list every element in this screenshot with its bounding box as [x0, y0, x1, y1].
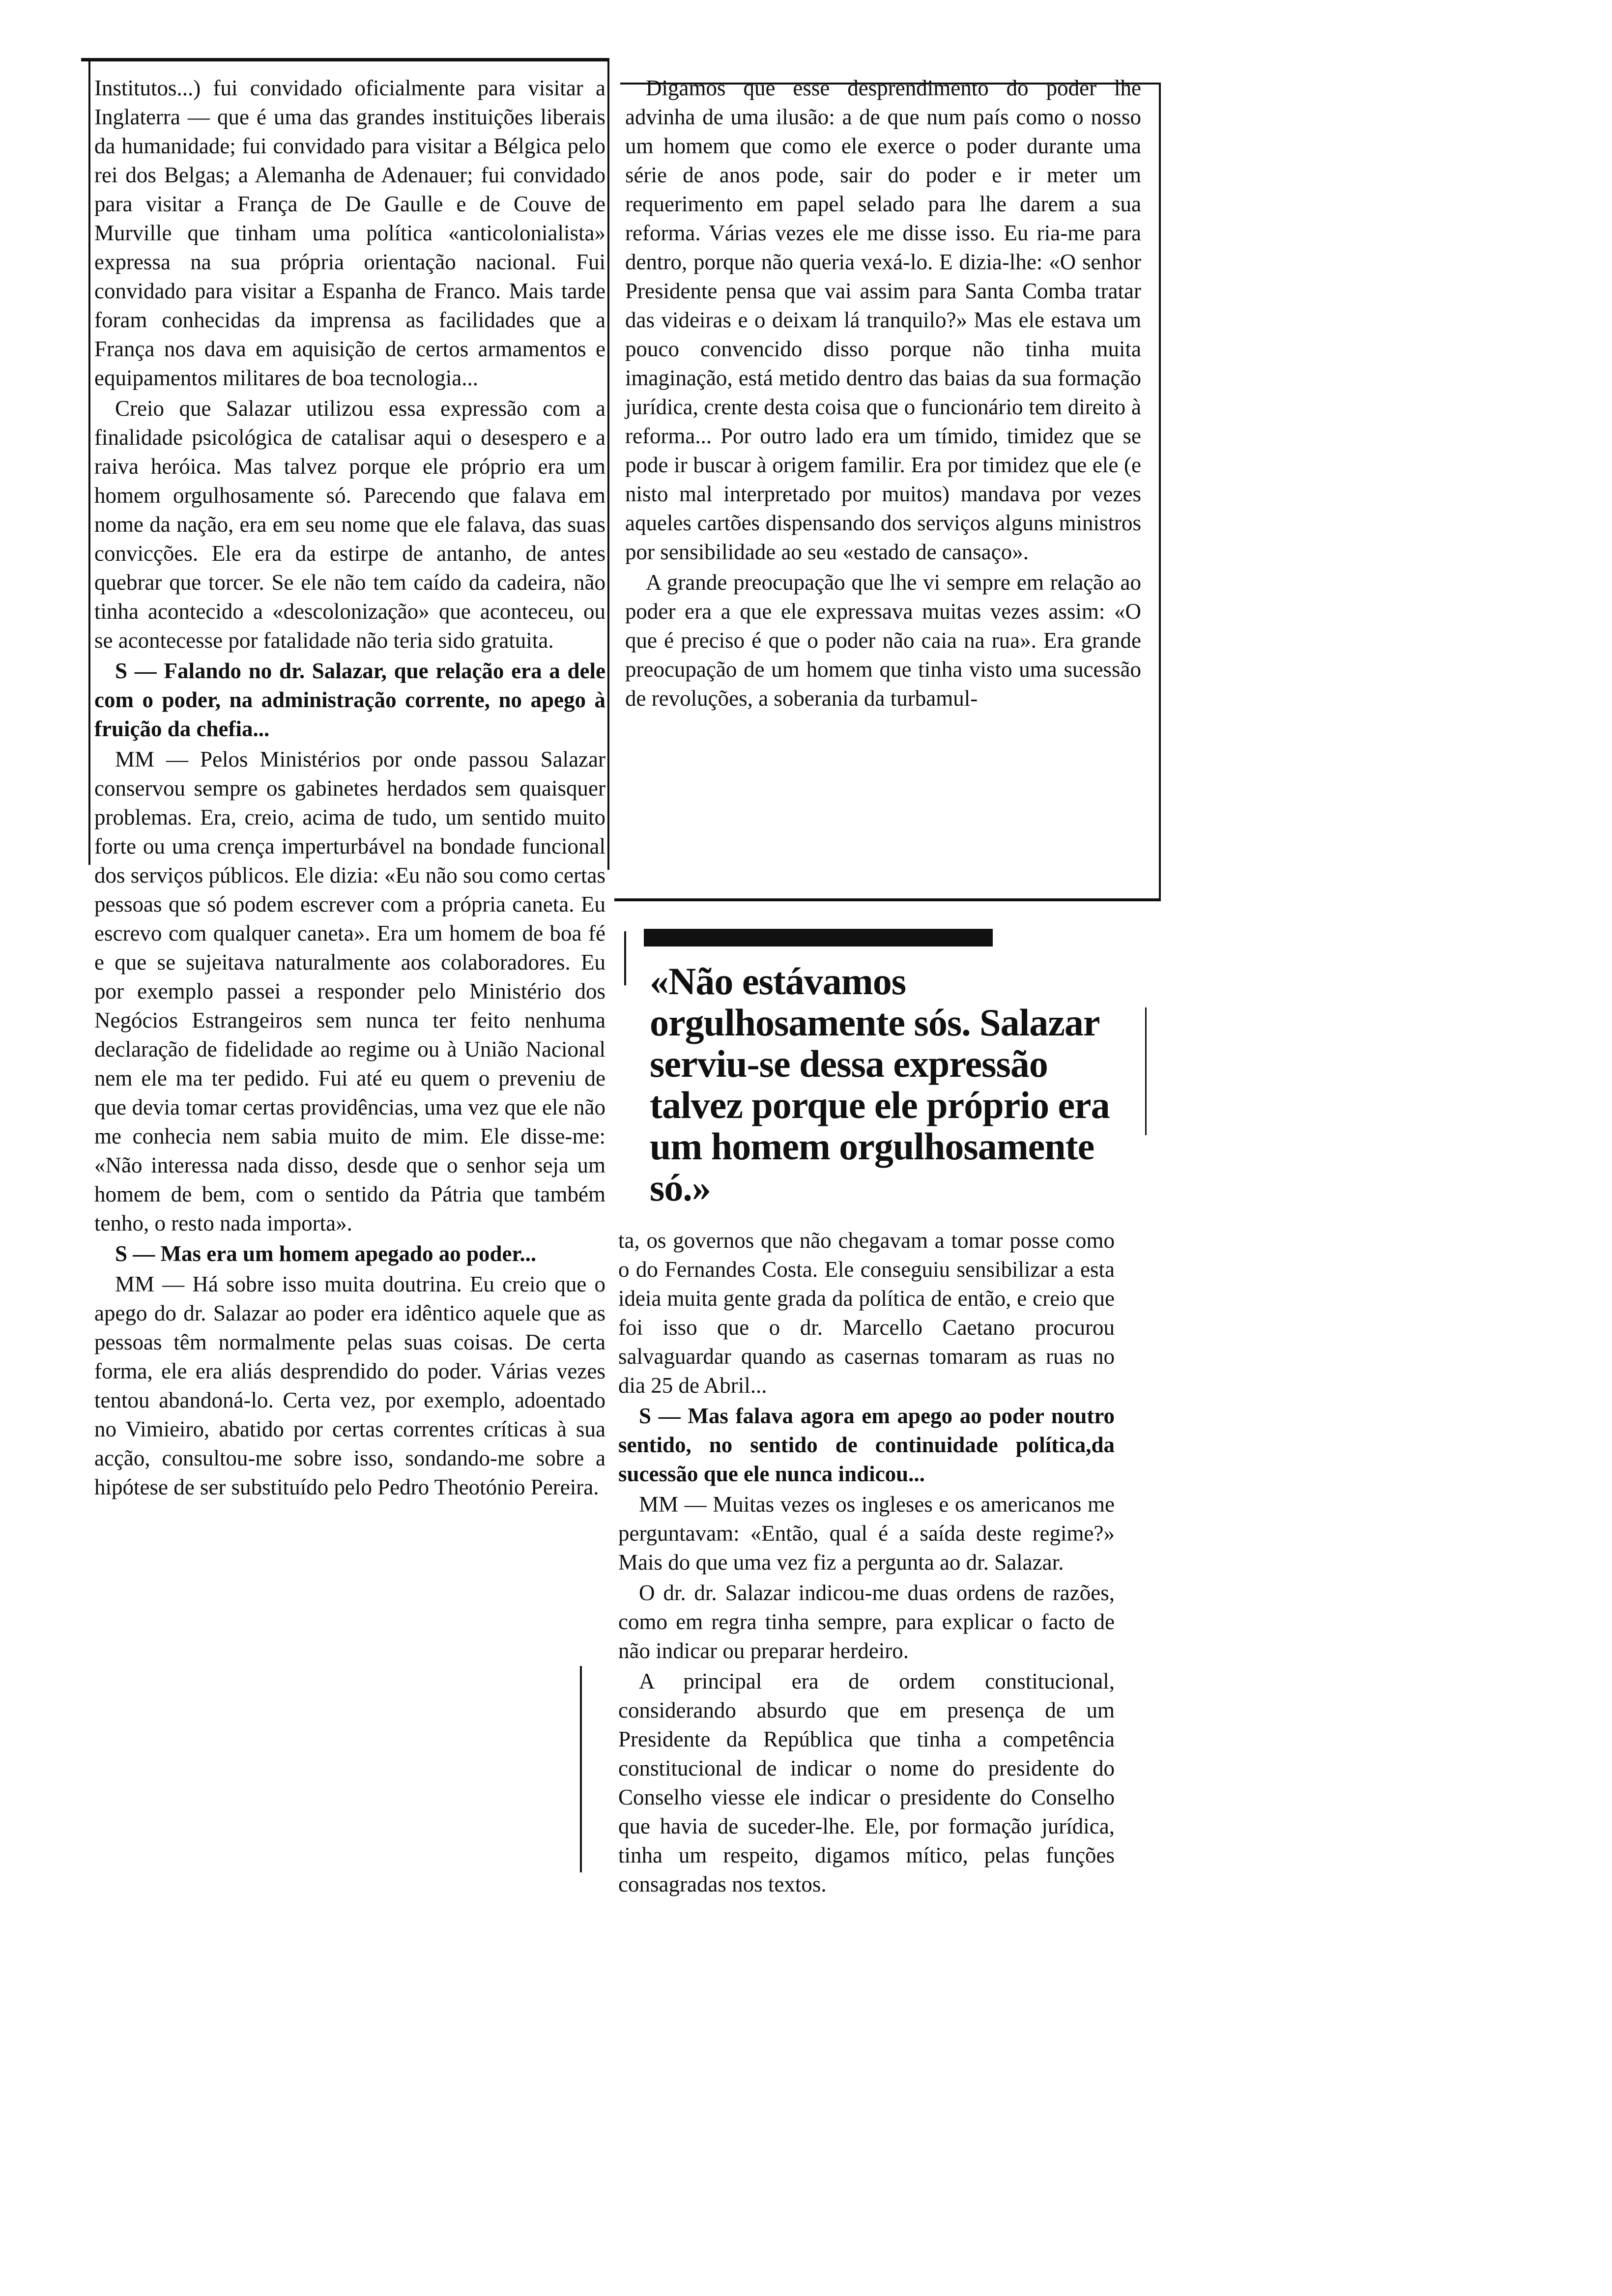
paragraph: Digamos que esse desprendimento do poder lhe advinha de uma ilusão: a de que num país como o nosso um homem que como ele exerce o poder durante uma série de anos pode, sair do poder e ir meter um requerimento em papel selado para lhe darem a sua reforma. Várias vezes ele me disse isso. Eu ria-me para dentro, porque não queria vexá-lo. E dizia-lhe: «O senhor Presidente pensa que vai assim para Santa Comba tratar das videiras e o deixam lá tranquilo?» Mas ele estava um pouco convencido disso porque não tinha muita imaginação, está metido dentro das baias da sua formação jurídica, crente desta coisa que o funcionário tem direito à reforma... Por outro lado era um tímido, timidez que se pode ir buscar à origem familir. Era por timidez que ele (e nisto mal interpretado por muitos) mandava por vezes aqueles cartões dispensando dos serviços alguns ministros por sensibilidade ao seu «estado de cansaço». — [625, 76, 1141, 564]
pull-quote-right-rule — [1145, 1007, 1147, 1135]
interviewer-question: S — Mas falava agora em apego ao poder noutro sentido, no sentido de continuidade política,da sucessão que ele nunca indicou... — [618, 1404, 1115, 1486]
pull-quote-left-rule — [624, 931, 626, 985]
paragraph: A principal era de ordem constitucional, considerando absurdo que em presença de um Presidente da República que tinha a competência constitucional de indicar o nome do presidente do Conselho viesse ele indicar o presidente do Conselho que havia de suceder-lhe. Ele, por formação jurídica, tinha um respeito, digamos mítico, pelas funções consagradas nos textos. — [618, 1669, 1115, 1896]
left-column-frame — [88, 59, 90, 865]
left-column-right-frame — [607, 59, 609, 870]
right-bottom-column — [618, 1226, 1115, 1900]
paragraph: MM — Muitas vezes os ingleses e os americanos me perguntavam: «Então, qual é a saída deste regime?» Mais do que uma vez fiz a pergunta ao dr. Salazar. — [618, 1492, 1115, 1575]
paragraph: A grande preocupação que lhe vi sempre em relação ao poder era a que ele expressava muitas vezes assim: «O que é preciso é que o poder não caia na rua». Era grande preocupação de um homem que tinha visto uma sucessão de revoluções, a soberania da turbamul- — [625, 570, 1141, 711]
paragraph: MM — Há sobre isso muita doutrina. Eu creio que o apego do dr. Salazar ao poder era idêntico aquele que as pessoas têm normalmente pelas suas coisas. De certa forma, ele era aliás desprendido do poder. Várias vezes tentou abandoná-lo. Certa vez, por exemplo, adoentado no Vimieiro, abatido por certas correntes críticas à sua acção, consultou-me sobre isso, sondando-me sobre a hipótese de ser substituído pelo Pedro Theotónio Pereira. — [94, 1272, 605, 1499]
top-rule-left — [81, 58, 609, 61]
left-column — [94, 74, 605, 1503]
pull-quote-bar — [644, 929, 993, 947]
interviewer-question: S — Mas era um homem apegado ao poder... — [115, 1241, 537, 1266]
right-top-frame-bottom — [614, 898, 1161, 901]
paragraph: Institutos...) fui convidado oficialmente para visitar a Inglaterra — que é uma das grandes instituições liberais da humanidade; fui convidado para visitar a Bélgica pelo rei dos Belgas; a Alemanha de Adenauer; fui convidado para visitar a França de De Gaulle e de Couve de Murville que tinham uma política «anticolonialista» expressa na sua própria orientação nacional. Fui convidado para visitar a Espanha de Franco. Mais tarde foram conhecidas da imprensa as facilidades que a França nos dava em aquisição de certos armamentos e equipamentos militares de boa tecnologia... — [94, 76, 605, 390]
paragraph: Creio que Salazar utilizou essa expressão com a finalidade psicológica de catalisar aqui o desespero e a raiva heróica. Mas talvez porque ele próprio era um homem orgulhosamente só. Parecendo que falava em nome da nação, era em seu nome que ele falava, das suas convicções. Ele era da estirpe de antanho, de antes quebrar que torcer. Se ele não tem caído da cadeira, não tinha acontecido a «descolonização» que aconteceu, ou se acontecesse por fatalidade não teria sido gratuita. — [94, 396, 605, 653]
right-top-frame-right — [1159, 83, 1161, 898]
paragraph: ta, os governos que não chegavam a tomar posse como o do Fernandes Costa. Ele conseguiu sensibilizar a esta ideia muita gente grada da política de então, e creio que foi isso que o dr. Marcello Caetano procurou salvaguardar quando as casernas tomaram as ruas no dia 25 de Abril... — [618, 1228, 1115, 1398]
pull-quote: «Não estávamos orgulhosamente sós. Salazar serviu-se dessa expressão talvez porque ele próprio era um homem orgulhosamente só.» — [650, 960, 1110, 1209]
right-top-column — [625, 74, 1141, 715]
paragraph: MM — Pelos Ministérios por onde passou Salazar conservou sempre os gabinetes herdados sem quaisquer problemas. Era, creio, acima de tudo, um sentido muito forte ou uma crença imperturbável na bondade funcional dos serviços públicos. Ele dizia: «Eu não sou como certas pessoas que só podem escrever com a própria caneta. Eu escrevo com qualquer caneta». Era um homem de boa fé e que se sujeitava naturalmente aos colaboradores. Eu por exemplo passei a responder pelo Ministério dos Negócios Estrangeiros sem nunca ter feito nenhuma declaração de fidelidade ao regime ou à União Nacional nem ele ma ter pedido. Fui até eu quem o preveniu de que devia tomar certas providências, uma vez que ele não me conhecia nem sabia muito de mim. Ele disse-me: «Não interessa nada disso, desde que o senhor seja um homem de bem, com o sentido da Pátria que também tenho, o resto nada importa». — [94, 747, 605, 1235]
interviewer-question: S — Falando no dr. Salazar, que relação era a dele com o poder, na administração corrente, no apego à fruição da chefia... — [94, 659, 605, 741]
paragraph: O dr. dr. Salazar indicou-me duas ordens de razões, como em regra tinha sempre, para explicar o facto de não indicar ou preparar herdeiro. — [618, 1580, 1115, 1663]
bottom-left-rule — [580, 1666, 582, 1872]
